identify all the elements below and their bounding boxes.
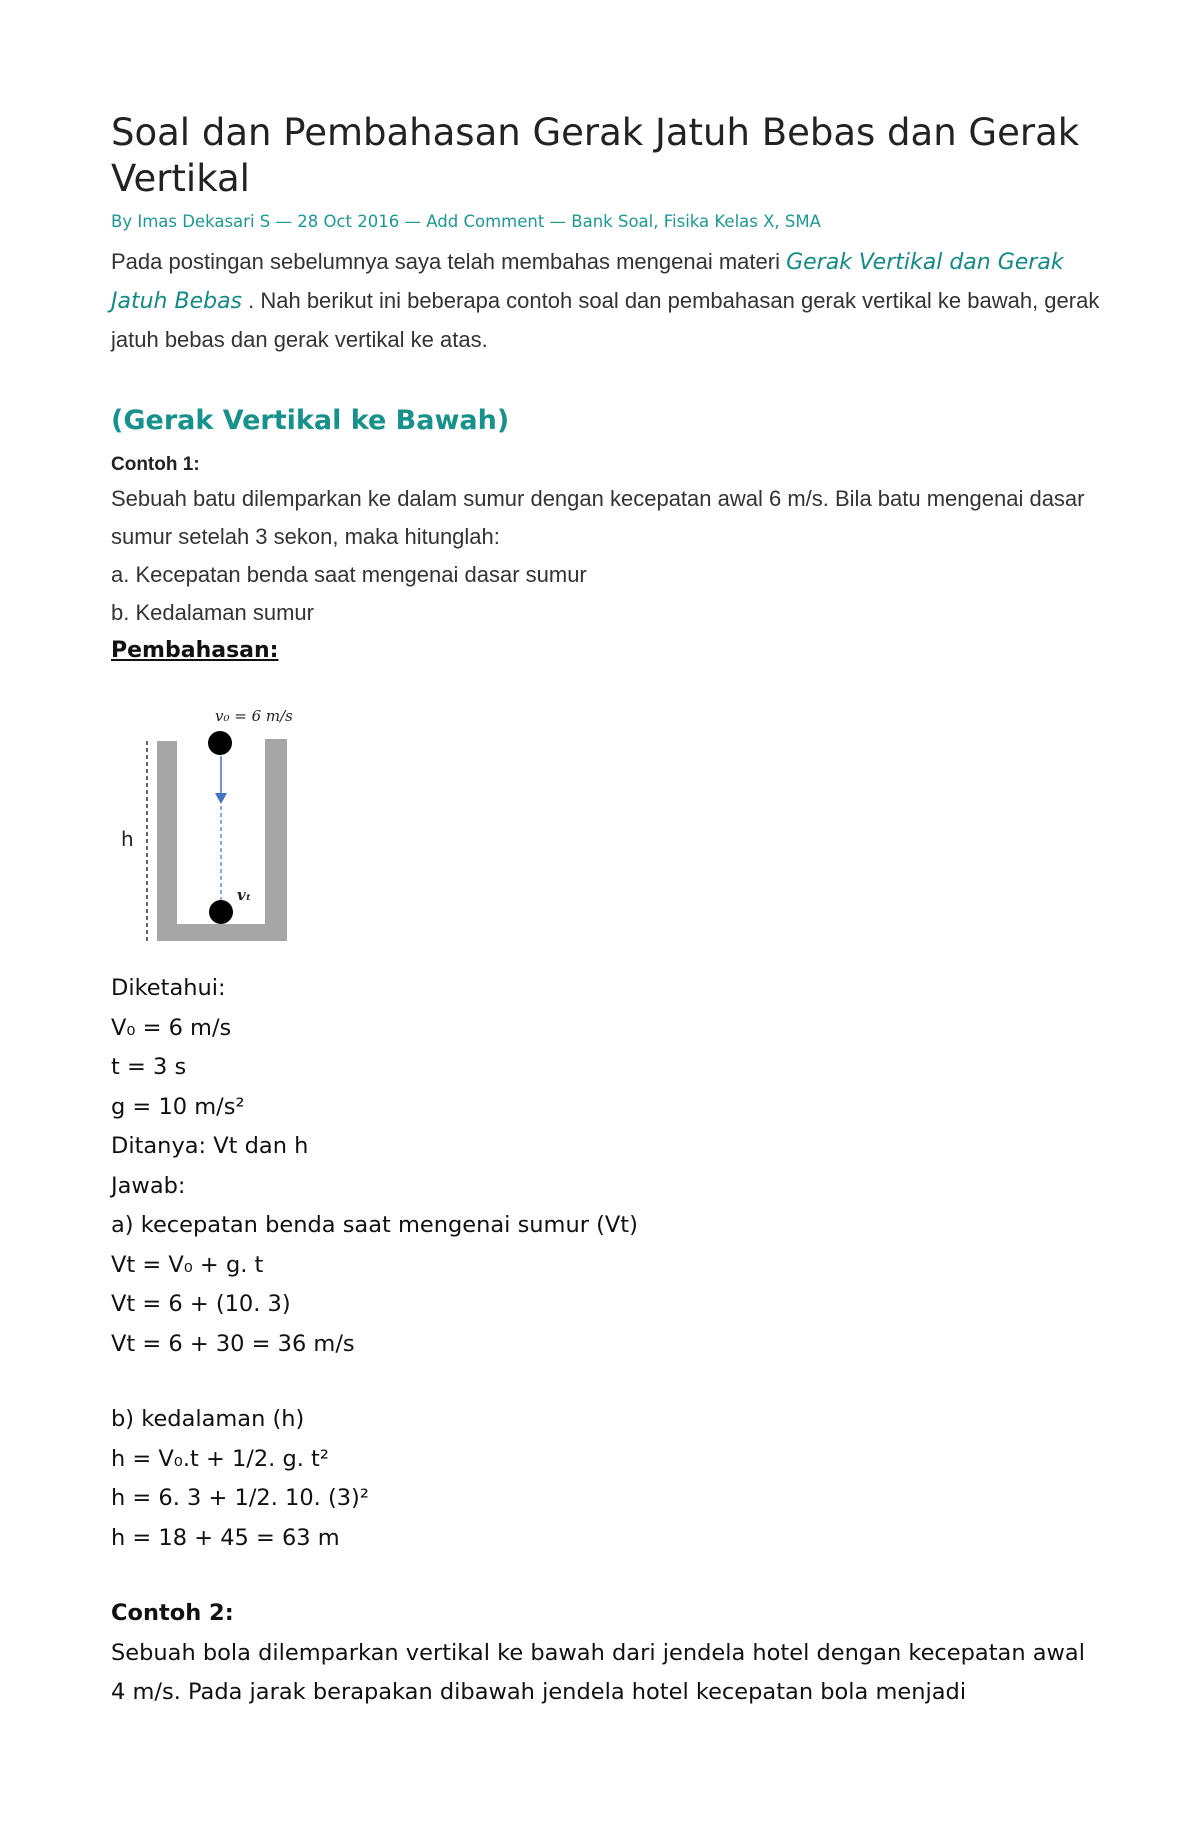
well-left-wall [157,741,177,941]
solution-line: b) kedalaman (h) [111,1406,305,1432]
post-date[interactable]: 28 Oct 2016 [297,212,400,231]
well-diagram [111,696,331,951]
solution-line: Jawab: [111,1172,186,1199]
solution-line: Vt = 6 + 30 = 36 m/s [111,1330,355,1357]
height-label: h [121,827,134,851]
solution-line: a) kecepatan benda saat mengenai sumur (Vt) [111,1212,638,1238]
contoh2-label: Contoh 2: [111,1600,234,1626]
solution-part-b [111,1400,1101,1558]
solution-line: h = V₀.t + 1/2. g. t² [111,1445,329,1472]
gerak-vertikal-link[interactable]: Gerak Vertikal dan Gerak Jatuh Bebas [111,250,1064,314]
contoh1-question: Sebuah batu dilemparkan ke dalam sumur dengan kecepatan awal 6 m/s. Bila batu mengenai dasar sumur setelah 3 sekon, maka hitunglah: [111,486,1085,549]
solution-line: h = 18 + 45 = 63 m [111,1524,340,1551]
solution-line: Vt = V₀ + g. t [111,1251,264,1278]
contoh1-label: Contoh 1: [111,454,200,475]
solution-line: V₀ = 6 m/s [111,1014,232,1041]
contoh1-option-b: b. Kedalaman sumur [111,600,314,625]
intro-text: Pada postingan sebelumnya saya telah membahas mengenai materi [111,249,787,274]
well-right-wall [265,739,287,941]
intro-text: . Nah berikut ini beberapa contoh soal dan pembahasan gerak vertikal ke bawah, gerak jatuh bebas dan gerak vertikal ke atas. [111,288,1100,352]
contoh2-question: Sebuah bola dilemparkan vertikal ke bawah dari jendela hotel dengan kecepatan awal 4 m/s. Pada jarak berapakan dibawah jendela hotel kecepatan bola menjadi [111,1639,1085,1705]
vt-label: vₜ [237,886,252,904]
solution-line: g = 10 m/s² [111,1093,245,1120]
intro-paragraph [111,243,1101,359]
page-title: Soal dan Pembahasan Gerak Jatuh Bebas dan Gerak Vertikal [111,111,1080,200]
pembahasan-heading: Pembahasan: [111,638,279,663]
author-link[interactable]: By Imas Dekasari S [111,212,271,231]
section-heading: (Gerak Vertikal ke Bawah) [111,405,510,436]
solution-line: t = 3 s [111,1054,187,1080]
spacer [111,1364,1101,1400]
spacer [111,1558,1101,1594]
v0-label: v₀ = 6 m/s [215,707,293,725]
ball-bottom [209,900,233,924]
meta-separator: — [270,212,298,231]
well-diagram-svg [111,696,331,951]
ball-top [208,731,232,755]
post-meta [111,212,1101,231]
solution-line: Diketahui: [111,975,226,1001]
solution-line: h = 6. 3 + 1/2. 10. (3)² [111,1485,369,1511]
meta-separator: — [399,212,427,231]
contoh1-option-a: a. Kecepatan benda saat mengenai dasar sumur [111,562,587,587]
category-links[interactable]: Bank Soal, Fisika Kelas X, SMA [571,212,821,231]
article [111,110,1101,1713]
well-bottom [157,924,287,941]
solution-line: Ditanya: Vt dan h [111,1133,309,1159]
meta-separator: — [544,212,572,231]
solution-part-a [111,969,1101,1364]
solution-line: Vt = 6 + (10. 3) [111,1291,291,1317]
arrow-head-icon [215,793,227,804]
add-comment-link[interactable]: Add Comment [426,212,545,231]
